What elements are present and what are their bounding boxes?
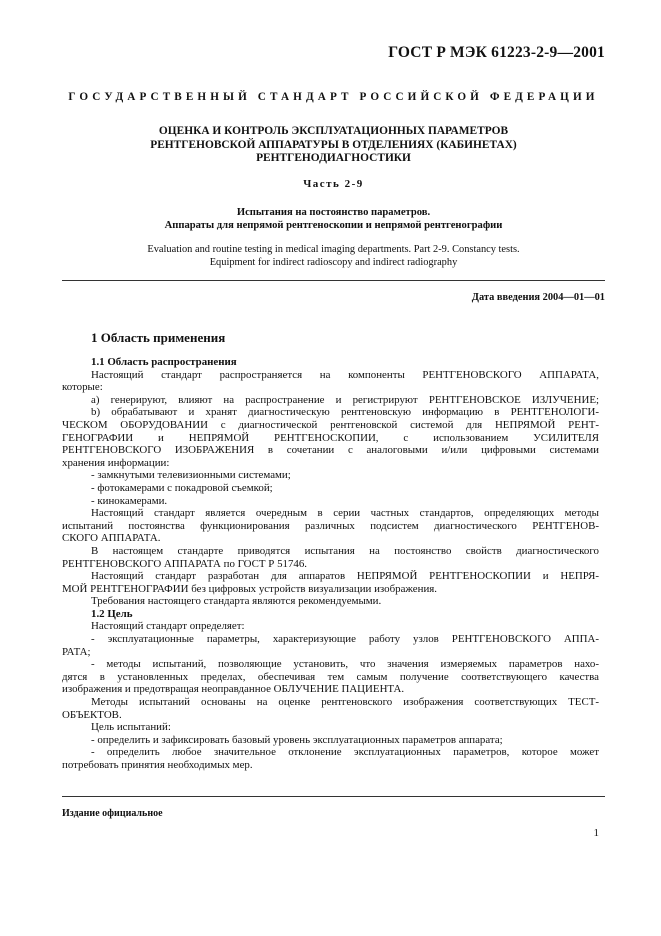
body-text-line: Настоящий стандарт определяет: <box>91 620 245 633</box>
title-line-3: РЕНТГЕНОДИАГНОСТИКИ <box>256 152 411 164</box>
body-text-line: Цель испытаний: <box>91 721 171 734</box>
body-text-line: РЕНТГЕНОВСКОГО АППАРАТА по ГОСТ Р 51746. <box>62 557 308 570</box>
body-text-line: - эксплуатационные параметры, характеризующие работу узлов РЕНТГЕНОВСКОГО АППА- <box>91 633 599 646</box>
english-title-line-1: Evaluation and routine testing in medical imaging departments. Part 2-9. Constancy tests. <box>147 244 520 255</box>
body-text-line: ОБЪЕКТОВ. <box>62 708 122 721</box>
subsection-heading: 1.1 Область распространения <box>91 356 237 368</box>
body-text-line: - определить любое значительное отклонение эксплуатационных параметров, которое может <box>91 746 599 759</box>
body-text-line: Настоящий стандарт распространяется на компоненты РЕНТГЕНОВСКОГО АППАРАТА, <box>91 368 599 381</box>
body-text-line: потребовать принятия необходимых мер. <box>62 759 253 771</box>
body-text-line: - кинокамерами. <box>91 494 168 507</box>
title-line-2: РЕНТГЕНОВСКОЙ АППАРАТУРЫ В ОТДЕЛЕНИЯХ (КАБИНЕТАХ) <box>150 138 517 151</box>
part-number: Часть 2-9 <box>303 178 364 190</box>
body-text-line: РЕНТГЕНОВСКОГО ИЗОБРАЖЕНИЯ в сочетании с аналоговыми и/или цифровыми системами <box>62 444 599 457</box>
title-line-1: ОЦЕНКА И КОНТРОЛЬ ЭКСПЛУАТАЦИОННЫХ ПАРАМЕТРОВ <box>158 125 509 137</box>
state-standard-heading: ГОСУДАРСТВЕННЫЙ СТАНДАРТ РОССИЙСКОЙ ФЕДЕРАЦИИ <box>68 91 599 103</box>
document-code: ГОСТ Р МЭК 61223-2-9—2001 <box>388 44 605 61</box>
section-body <box>62 356 599 772</box>
footer-divider <box>62 796 605 797</box>
body-text-line: ЧЕСКОМ ОБОРУДОВАНИИ с диагностической рентгеновской системой для НЕПРЯМОЙ РЕНТ- <box>62 418 599 431</box>
body-text-line: а) генерируют, влияют на распространение и регистрируют РЕНТГЕНОВСКОЕ ИЗЛУЧЕНИЕ; <box>91 393 599 406</box>
body-text-line: Методы испытаний основаны на оценке рентгеновского изображения соответствующих ТЕСТ- <box>91 696 599 709</box>
body-text-line: СКОГО АППАРАТА. <box>62 532 161 545</box>
introduction-date: Дата введения 2004—01—01 <box>471 292 605 303</box>
body-text-line: b) обрабатывают и хранят диагностическую рентгеновскую информацию в РЕНТГЕНОЛОГИ- <box>91 406 599 419</box>
document-subtitle <box>62 206 605 232</box>
body-text-line: испытаний постоянства функционирования различных подсистем диагностического РЕНТГЕНОВ- <box>62 519 599 532</box>
official-edition-label: Издание официальное <box>62 808 163 819</box>
body-text-line: - фотокамерами с покадровой съемкой; <box>91 481 273 494</box>
header-divider <box>62 280 605 281</box>
body-text-line: которые: <box>62 381 103 394</box>
body-text-line: - определить и зафиксировать базовый уровень эксплуатационных параметров аппарата; <box>91 733 503 746</box>
body-text-line: Требования настоящего стандарта являются рекомендуемыми. <box>91 595 382 608</box>
body-text-line: Настоящий стандарт разработан для аппаратов НЕПРЯМОЙ РЕНТГЕНОСКОПИИ и НЕПРЯ- <box>91 570 599 583</box>
english-title-line-2: Equipment for indirect radioscopy and indirect radiography <box>209 257 458 268</box>
body-text-line: ГЕНОГРАФИИ и НЕПРЯМОЙ РЕНТГЕНОСКОПИИ, с использованием УСИЛИТЕЛЯ <box>62 431 599 444</box>
body-text-line: В настоящем стандарте приводятся испытания на постоянство свойств диагностического <box>91 544 599 557</box>
body-text-line: МОЙ РЕНТГЕНОГРАФИИ без цифровых устройств визуализации изображения. <box>62 582 438 595</box>
body-text-line: - замкнутыми телевизионными системами; <box>91 469 291 482</box>
page-number: 1 <box>593 827 599 839</box>
subtitle-line-2: Аппараты для непрямой рентгеноскопии и непрямой рентгенографии <box>164 220 503 231</box>
body-text-line: - методы испытаний, позволяющие установить, что значения измеряемых параметров нахо- <box>91 658 599 671</box>
subsection-heading: 1.2 Цель <box>91 607 133 620</box>
body-text-line: хранения информации: <box>62 456 170 469</box>
subtitle-line-1: Испытания на постоянство параметров. <box>236 207 431 218</box>
body-text-line: изображения и предотвращая неоправданное ОБЛУЧЕНИЕ ПАЦИЕНТА. <box>62 683 405 696</box>
section-heading: 1 Область применения <box>91 330 226 345</box>
body-text-line: РАТА; <box>62 645 91 658</box>
body-text-line: Настоящий стандарт является очередным в серии частных стандартов, определяющих методы <box>91 507 599 520</box>
english-title <box>62 243 605 269</box>
document-title <box>62 125 605 166</box>
body-text-line: дятся в установленных пределах, обеспечивая тем самым получение соответствующего качества <box>62 670 599 683</box>
